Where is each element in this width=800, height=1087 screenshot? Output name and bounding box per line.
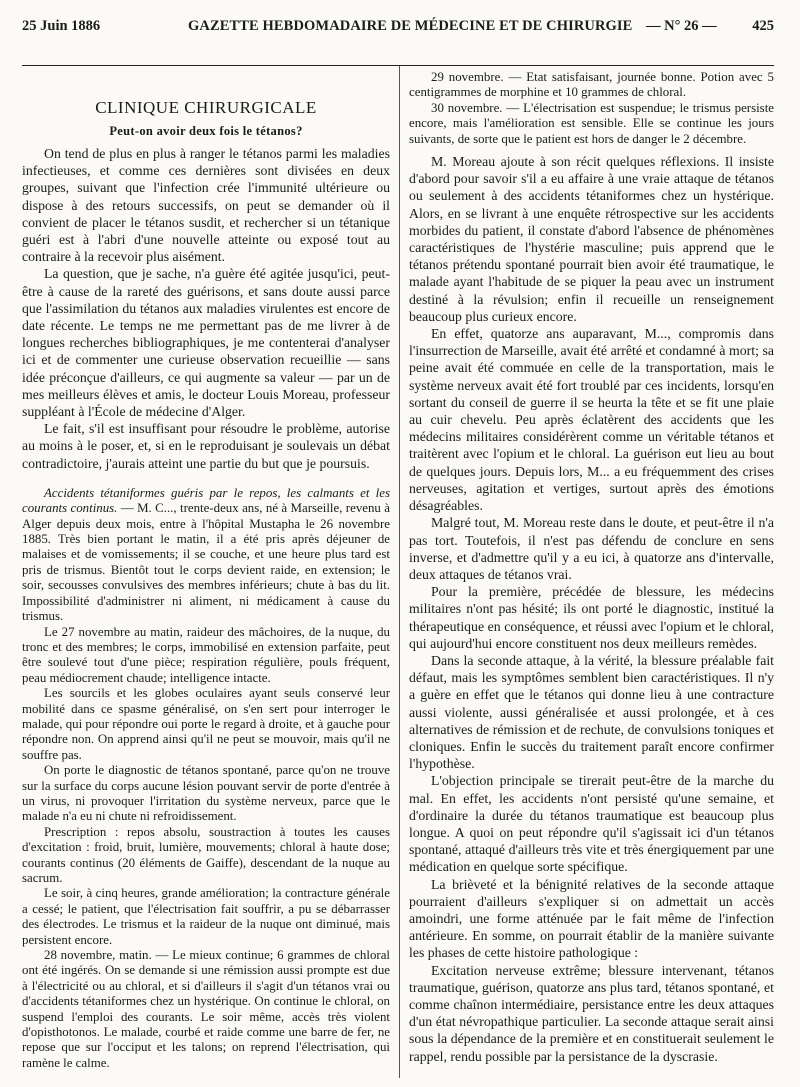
intro-paragraph: La question, que je sache, n'a guère été agitée jusqu'ici, peut-être à cause de la rareté des guérisons, et sans doute aussi parce que l'assimilation du tétanos aux maladies virulentes est encore de date récente. Le temps ne me permettant pas de me livrer à de longues recherches bibliographiques, je me contenterai d'analyser ici et de commenter une curieuse observation recueillie — sans idée préconçue d'ailleurs, ce qui augmente sa valeur — par un de mes meilleurs élèves et amis, le docteur Louis Moreau, professeur suppléant à l'École de médecine d'Alger. — [22, 266, 390, 420]
case-lead-paragraph — [22, 486, 390, 625]
intro-paragraph: On tend de plus en plus à ranger le tétanos parmi les maladies infectieuses, et comme ces dernières sont divisées en deux groupes, suivant que l'infection crée l'immunité ultérieure ou dispose à des retours successifs, on peut se demander où il convient de placer le tétanos susdit, et rechercher si un tétanique guéri est à l'abri d'une nouvelle atteinte ou exposé tout au contraire à la recevoir plus aisément. — [22, 146, 390, 265]
commentary-paragraph: Malgré tout, M. Moreau reste dans le doute, et peut-être il n'a pas tort. Toutefois, il n'est pas défendu de conclure en sens inverse, et d'admettre qu'il y a eu ici, à quatorze ans d'intervalle, deux attaques de tétanos vrai. — [409, 515, 774, 582]
commentary-text — [409, 153, 774, 1065]
case-title: Accidents tétaniformes guéris par le repos, les calmants et les courants continus. — [22, 485, 390, 516]
left-column — [22, 70, 390, 1071]
issue-number: — N° 26 — — [646, 18, 717, 34]
running-header — [22, 14, 774, 40]
case-report-continued — [409, 70, 774, 147]
case-paragraph: Le 27 novembre au matin, raideur des mâchoires, de la nuque, du tronc et des membres; le corps, immobilisé en extension parfaite, peut être soulevé tout d'une pièce; respiration régulière, pouls fréquent, peau médiocrement chaude; intelligence intacte. — [22, 624, 390, 685]
case-paragraph: Les sourcils et les globes oculaires ayant seuls conservé leur mobilité dans ce spasme généralisé, on s'en sert pour interroger le malade, qui pour répondre oui porte le regard à droite, et à gauche pour répondre non. On apprend ainsi qu'il ne peut se mouvoir, mais qu'il ne souffre pas. — [22, 686, 390, 762]
case-paragraph: 30 novembre. — L'électrisation est suspendue; le trismus persiste encore, mais l'amélioration est sensible. Elle se continue les jours suivants, de sorte que le patient est hors de danger le 2 décembre. — [409, 100, 774, 146]
case-paragraph: Le soir, à cinq heures, grande amélioration; la contracture générale a cessé; le patient, que l'électrisation fait souffrir, a pu se débarrasser des électrodes. Le trismus et la raideur de la nuque ont diminué, mais persistent encore. — [22, 886, 390, 947]
header-rule — [22, 65, 774, 66]
commentary-paragraph: M. Moreau ajoute à son récit quelques réflexions. Il insiste d'abord pour savoir s'il a eu affaire à une vraie attaque de tétanos ou seulement à des accidents tétaniformes chez un hystérique. Alors, en se livrant à une enquête rétrospective sur les accidents morbides du patient, il constate d'abord l'absence de phénomènes caractéristiques de l'hystérie masculine; puis apprend que le tétanos prétendu spontané pourrait bien avoir été traumatique, le malade ayant l'habitude de se piquer la peau avec un instrument destiné à la révulsion; enfin il recueille un renseignement beaucoup plus curieux encore. — [409, 154, 774, 324]
column-divider — [399, 66, 400, 1078]
case-lead: — M. C..., trente-deux ans, né à Marseille, revenu à Alger depuis deux mois, entre à l'hôpital Mustapha le 26 novembre 1885. Très bien portant le matin, il a été pris après déjeuner de malaises et de vomissements; il se couche, et une heure plus tard est pris de trismus. Bientôt tout le corps devient raide, en extension; le soir, secousses convulsives des membres inférieurs; chute à bas du lit. Impossibilité d'administrer ni aliment, ni médicament à cause du trismus. — [22, 501, 390, 624]
commentary-paragraph: Dans la seconde attaque, à la vérité, la blessure préalable fait défaut, mais les symptômes semblent bien caractéristiques. Il n'y a guère en effet que le tétanos qui donne lieu à une contracture aussi violente, aussi généralisée et aussi prolongée, et à ces alternatives de rémission et de rechute, de convulsions toniques et cloniques. Enfin le succès du traitement paraît encore confirmer l'hypothèse. — [409, 652, 774, 772]
commentary-paragraph: En effet, quatorze ans auparavant, M..., compromis dans l'insurrection de Marseille, avait été arrêté et condamné à mort; sa peine avait été commuée en celle de la transportation, mais le système nerveux avait été fort troublé par ces incidents, lorsqu'en sortant du conseil de guerre il se heurta la tête et se fit une plaie au cuir chevelu. Peu après éclatèrent des accidents que les médecins militaires considérèrent comme un véritable tétanos et traitèrent avec l'opium et le chloral. La guérison eut lieu au bout de quelques jours. Depuis lors, M... a eu fréquemment des crises nerveuses, agitation et vertiges, surtout après des émotions désagréables. — [409, 326, 774, 514]
journal-title: GAZETTE HEBDOMADAIRE DE MÉDECINE ET DE CHIRURGIE — [188, 18, 633, 34]
commentary-paragraph: La brièveté et la bénignité relatives de la seconde attaque pourraient d'ailleurs s'expliquer si on admettait un accès amoindri, une forme atténuée par le fait même de l'infection antérieure. En somme, on pourrait établir de la manière suivante les phases de cette histoire pathologique : — [409, 876, 774, 961]
intro-paragraph: Le fait, s'il est insuffisant pour résoudre le problème, autorise au moins à le poser, et, si en le reproduisant je soulevais un débat contradictoire, j'aurais atteint une partie du but que je poursuis. — [22, 421, 390, 471]
article-subtitle: Peut-on avoir deux fois le tétanos? — [109, 124, 303, 138]
right-column — [409, 70, 774, 1065]
case-report — [22, 486, 390, 1071]
section-title: CLINIQUE CHIRURGICALE — [95, 98, 317, 117]
commentary-paragraph: Pour la première, précédée de blessure, les médecins militaires n'ont pas hésité; ils ont porté le diagnostic, institué la thérapeutique en conséquence, et réussi avec l'opium et le chloral, qui aujourd'hui encore constituent nos deux meilleurs remèdes. — [409, 584, 774, 651]
case-paragraph: Prescription : repos absolu, soustraction à toutes les causes d'excitation : froid, bruit, lumière, mouvements; chloral à haute dose; courants continus (20 éléments de Gaiffe), descendant de la nuque au sacrum. — [22, 824, 390, 886]
case-paragraph: On porte le diagnostic de tétanos spontané, parce qu'on ne trouve sur la surface du corps aucune lésion pouvant servir de porte d'entrée à un virus, ni provoquer l'irritation du système nerveux, parce que le malade n'a eu ni chute ni refroidissement. — [22, 763, 390, 824]
case-paragraph: 29 novembre. — Etat satisfaisant, journée bonne. Potion avec 5 centigrammes de morphine et 10 grammes de chloral. — [409, 70, 774, 100]
case-paragraph: 28 novembre, matin. — Le mieux continue; 6 grammes de chloral ont été ingérés. On se demande si une rémission aussi prompte est due à l'électricité ou au chloral, et si d'ailleurs il s'agit d'un tétanos vrai ou d'accidents tétaniformes chez un hystérique. On continue le chloral, on suspend l'emploi des courants. Le soir même, accès très violent d'opisthotonos. Le malade, courbé et raide comme une barre de fer, ne repose que sur l'occiput et les talons; on reprend l'électrisation, qui ramène le calme. — [22, 948, 390, 1070]
commentary-paragraph: L'objection principale se tirerait peut-être de la marche du mal. En effet, les accidents n'ont persisté qu'une semaine, et d'ordinaire la durée du tétanos traumatique est beaucoup plus longue. A quoi on peut répondre qu'il s'agissait ici d'un tétanos spontané, attaqué d'ailleurs très vite et très énergiquement par une médication en quelque sorte spécifique. — [409, 773, 774, 875]
commentary-paragraph: Excitation nerveuse extrême; blessure intervenant, tétanos traumatique, guérison, quatorze ans plus tard, tétanos spontané, et comme chaînon intermédiaire, persistance entre les deux attaques d'un état névropathique particulier. La seconde attaque serait ainsi sous la dépendance de la première et en constituerait seulement le rappel, rendu possible par la persistance de la dyscrasie. — [409, 962, 774, 1064]
header-date: 25 Juin 1886 — [22, 18, 101, 34]
page-number: 425 — [752, 18, 774, 34]
intro-text — [22, 145, 390, 472]
